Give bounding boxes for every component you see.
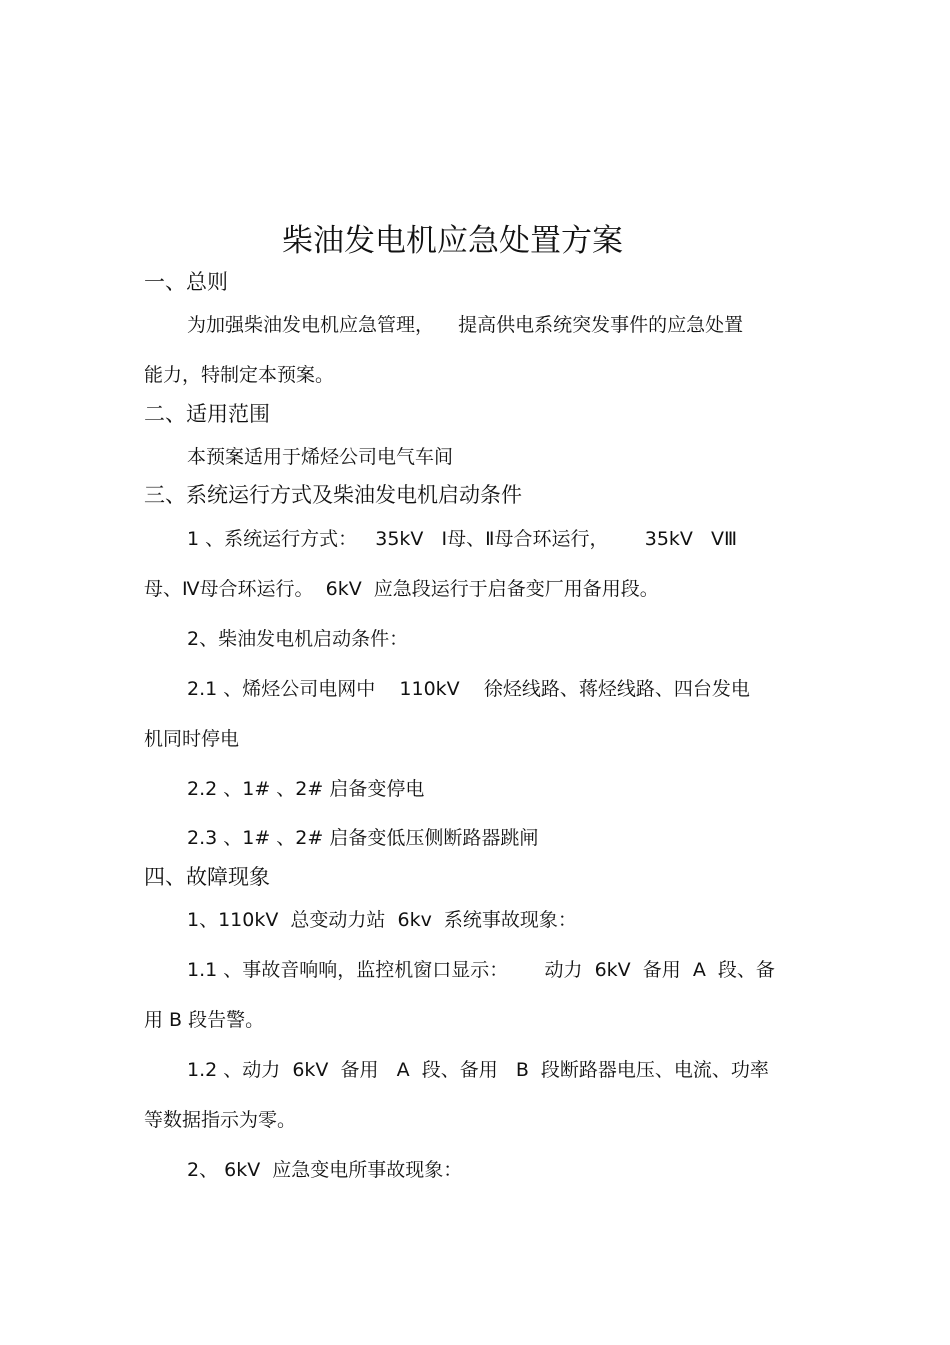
paragraph-line: 2.2 、1# 、2# 启备变停电: [187, 778, 425, 800]
paragraph-line: 2.3 、1# 、2# 启备变低压侧断路器跳闸: [187, 827, 539, 849]
section-heading-operation: 三、系统运行方式及柴油发电机启动条件: [144, 483, 522, 507]
section-heading-scope: 二、适用范围: [144, 402, 270, 426]
paragraph-line: 1.1 、事故音响响，监控机窗口显示： 动力 6kV 备用 A 段、备: [187, 959, 775, 981]
paragraph-line: 为加强柴油发电机应急管理， 提高供电系统突发事件的应急处置: [187, 314, 744, 336]
paragraph-line: 2、柴油发电机启动条件：: [187, 628, 409, 650]
paragraph-line: 能力，特制定本预案。: [144, 364, 335, 386]
paragraph-line: 用 B 段告警。: [144, 1009, 265, 1031]
paragraph-line: 母、Ⅳ母合环运行。 6kV 应急段运行于启备变厂用备用段。: [144, 578, 659, 600]
paragraph-line: 机同时停电: [144, 728, 240, 750]
paragraph-line: 等数据指示为零。: [144, 1109, 297, 1131]
paragraph-line: 2.1 、烯烃公司电网中 110kV 徐烃线路、蒋烃线路、四台发电: [187, 678, 750, 700]
paragraph-line: 1.2 、动力 6kV 备用 A 段、备用 B 段断路器电压、电流、功率: [187, 1059, 769, 1081]
section-heading-fault: 四、故障现象: [144, 865, 270, 889]
paragraph-line: 本预案适用于烯烃公司电气车间: [187, 446, 454, 468]
document-title: 柴油发电机应急处置方案: [282, 223, 623, 259]
section-heading-general: 一、总则: [144, 270, 228, 294]
paragraph-line: 1、110kV 总变动力站 6kv 系统事故现象：: [187, 909, 577, 931]
paragraph-line: 2、 6kV 应急变电所事故现象：: [187, 1159, 463, 1181]
paragraph-line: 1 、系统运行方式： 35kV Ⅰ母、Ⅱ母合环运行， 35kV VⅢ: [187, 528, 738, 550]
